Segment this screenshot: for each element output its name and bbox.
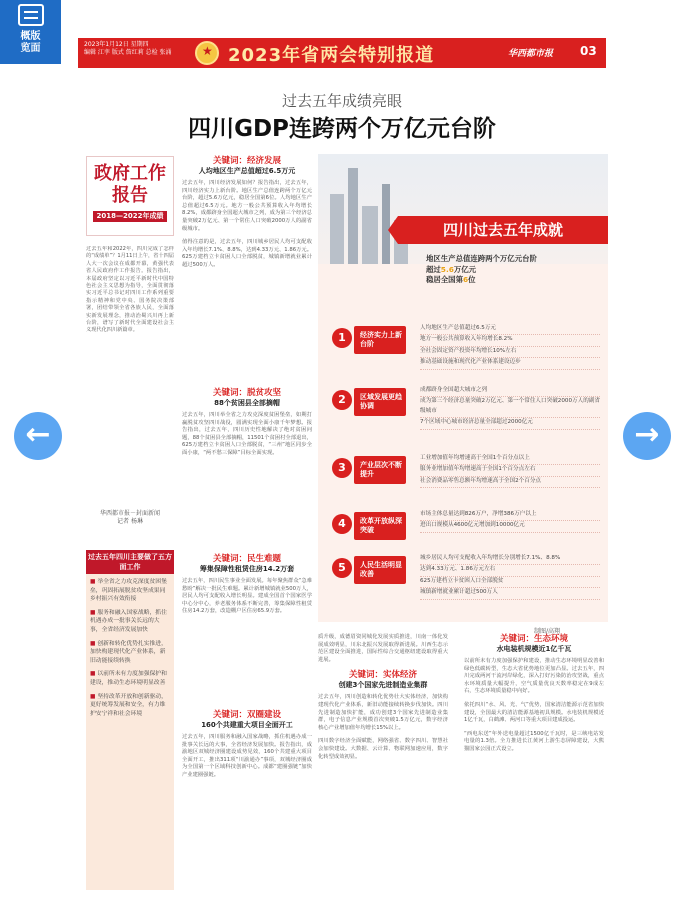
- row-caption: 区域发展更趋协调: [354, 388, 406, 416]
- page-number: 03: [580, 44, 597, 58]
- paragraph: 过去五年，四川举全省之力攻克深度贫困堡垒，如期打赢脱贫攻坚四川战役，圆满实现全面小康千年梦想。报告指出，过去五年，四川历史性地解决了绝对贫困问题，88个贫困县全部摘帽，11501个贫困村全部退出，625万建档立卡贫困人口全部脱贫，“三州”地区同步全面小康，“两不愁三保障”目标全面实现。: [182, 412, 312, 456]
- row-number: 5: [332, 558, 352, 578]
- page-header: [78, 38, 606, 68]
- overview-tab[interactable]: [0, 0, 61, 64]
- row-line: 社会消费品零售总额年均增速高于全国2个百分点: [420, 477, 600, 488]
- section-industry: [318, 634, 448, 767]
- paragraph: 质升级，成德眉资同城化发展实质推进，川南一体化发展成效明显，川东北振兴发展取得新进展。川西生态示范区建设全面推进，国际性综合交通枢纽建设取得重大进展。: [318, 634, 448, 663]
- byline-reporter: 记者 杨琳: [117, 518, 143, 525]
- infographic-intro: [426, 254, 596, 286]
- row-line: 人均地区生产总值超过6.5万元: [420, 324, 600, 335]
- row-line: 推动基础设施和现代化产业体系建设迈步: [420, 358, 600, 369]
- intro-line: 超过5.6万亿元: [426, 264, 477, 274]
- byline: [86, 510, 174, 526]
- row-number: 3: [332, 458, 352, 478]
- arrow-left-icon: ←: [25, 417, 51, 452]
- paragraph: 以前所未有力度加强保护和建设，推动生态环境明显改善和绿色低碳转型，生态大省优势地位更加凸显。过去五年，四川完成两河干流河岸绿化，深入打好污染防治攻坚战，重点水环境质量大幅提升，空气质量优良天数率稳定在9成左右，生态环境质量稳中向好。: [464, 658, 604, 695]
- header-date-block: [84, 41, 194, 57]
- overview-tab-label: 概版览面: [20, 31, 41, 54]
- task-item: ■ 以前所未有力度加强保护和建设，推动生态环境明显改善: [90, 670, 170, 687]
- paragraph: 过去五年，四川经济发展如何？报告指出，过去五年，四川经济实力上新台阶。地区生产总值连跨两个万亿元台阶，超过5.6万亿元，稳居全国第6位。人均地区生产总值超过6.5万元。地方一般公共预算收入年均增长8.2%，成都跻身全国超大城市之列，成为第三个经济总量突破2万亿元、第一个常住人口突破2000万人的副省级城市。: [182, 180, 312, 232]
- row-number: 1: [332, 328, 352, 348]
- byline-outlet: 华西都市报－封面新闻: [99, 510, 160, 517]
- row-line: 成都跻身全国超大城市之列: [420, 386, 600, 397]
- header-title: 2023年省两会特别报道: [228, 45, 435, 66]
- row-caption: 产业层次不断提升: [354, 456, 406, 484]
- paragraph: 依托四川“水、风、光、气”优势，国家清洁能源示范省加快建设，全国最大的清洁能源基地初具规模。水电装机规模近1亿千瓦，白鹤滩、两河口等重大项目建成投运。: [464, 701, 604, 724]
- list-icon: [18, 4, 44, 26]
- task-item: ■ 创新和转化优势扎实推进，加快构建现代化产业体系，新旧动能接续转换: [90, 640, 170, 666]
- row-caption: 改革开放纵深突破: [354, 512, 406, 540]
- intro-paragraph: 过去五年和2022年，四川完成了怎样的“成绩单”？1月11日上午，省十四届人大一次会议在成都开幕，黄强代表省人民政府作工作报告。报告指出，本届政府坚定以习近平新时代中国特色社会主义思想为指导，全面贯彻落实习近平总书记对四川工作系列重要指示精神和党中央、国务院决策部署，团结带领全省各族人民，全面落实新发展理念，推动治蜀兴川再上新台阶，谱写了新时代全面建设社会主义现代化四川新篇章。: [86, 246, 174, 334]
- paragraph: 过去五年，四川服务和融入国家战略，抓住机遇办成一批事关长远的大事，全省经济发展加快。报告指出，成渝地区双城经济圈建设成势见效，160个共建重大项目全面开工，推出311项“川渝通办”事项，双城经济圈成为全国第一个区域科技创新中心。成都“建圈强链”加快产业建圈强链。: [182, 734, 312, 778]
- keyword-economy-sub: 人均地区生产总值超过6.5万元: [198, 167, 296, 175]
- emblem-icon: [195, 41, 219, 65]
- row-line: 城乡居民人均可支配收入年均增长分别增长7.1%、8.8%: [420, 554, 600, 565]
- row-number: 2: [332, 390, 352, 410]
- header-editors: 编辑 江孪 版式 詹红莉 总检 张涌: [84, 49, 172, 56]
- keyword-livelihood: 关键词：民生难题: [212, 554, 281, 564]
- keyword-ecology-sub: 水电装机规模近1亿千瓦: [496, 645, 572, 653]
- arrow-right-icon: →: [634, 417, 660, 452]
- keyword-industry-sub: 创建3个国家先进制造业集群: [338, 681, 428, 690]
- paragraph: 四川数字经济全面赋能，网络强省、数字四川、智慧社会加快建设。大数据、云计算、物联网加速应用，数字化转型成效初显。: [318, 738, 448, 760]
- row-line: 进出口规模从4600亿元增加到10000亿元: [420, 521, 600, 532]
- headline: 四川GDP连跨两个万亿元台阶: [188, 116, 496, 142]
- paragraph: 过去五年，四川创造和转化优势壮大实体经济，加快构建现代化产业体系，新旧动能接续转换步伐加快。四川先进制造加快扩能，成功创建3个国家先进制造业集群，电子信息产业规模首次突破1.5万亿元，数字经济核心产业增加值年均增长15%以上。: [318, 694, 448, 731]
- row-line: 成为第三个经济总量突破2万亿元、第一个常住人口突破2000万人的副省级城市: [420, 397, 600, 418]
- task-item: ■ 举全省之力攻克深度贫困堡垒，巩固拓展脱贫攻坚成果同乡村振兴有效衔接: [90, 578, 170, 604]
- row-line: 工业增加值年均增速高于全国1个百分点以上: [420, 454, 600, 465]
- row-line: 7个区域中心城市经济总量全部超过2000亿元: [420, 418, 600, 429]
- newspaper-page: [68, 38, 616, 898]
- five-tasks-box: [86, 550, 174, 890]
- keyword-ecology: 关键词：生态环境: [499, 634, 568, 644]
- row-line: 625万建档立卡贫困人口全部脱贫: [420, 577, 600, 588]
- paragraph: 过去五年，四川民生事业全面发展。每年聚焦群众“急难愁盼”解决一批民生难题。累计新增城镇就业500万人，居民人均可支配收入增长明显。建成全国首个国家医学中心分中心，养老服务体系不断完善，筹集保障性租赁住房14.2万套，改造棚户区住房65.9万套。: [182, 578, 312, 615]
- keyword-poverty-sub: 88个贫困县全部摘帽: [214, 399, 280, 407]
- achievements-infographic: [318, 154, 608, 622]
- row-line: 达到4.33万元、1.86万元左右: [420, 565, 600, 576]
- row-number: 4: [332, 514, 352, 534]
- section-economy: [182, 156, 312, 276]
- next-page-button[interactable]: [623, 412, 671, 460]
- intro-line: 地区生产总值连跨两个万亿元台阶: [426, 254, 537, 263]
- previous-page-button[interactable]: [14, 412, 62, 460]
- row-line: 市场主体总量达到826万户，净增386万户以上: [420, 510, 600, 521]
- five-tasks-title: 过去五年四川主要做了五方面工作: [86, 550, 174, 574]
- keyword-livelihood-sub: 筹集保障性租赁住房14.2万套: [199, 565, 295, 573]
- paragraph: 值得注意的是，过去五年，四川城乡居民人均可支配收入年均增长7.1%、8.8%，达到4.33万元、1.86万元。625万建档立卡贫困人口全部脱贫，城镇新增就业累计超过500万人。: [182, 239, 312, 268]
- section-poverty: [182, 388, 312, 464]
- city-skyline-illustration: [318, 154, 608, 264]
- keyword-twin-city-sub: 160个共建重大项目全面开工: [201, 721, 293, 729]
- work-report-title: 政府工作报告: [94, 163, 166, 206]
- work-report-badge: [86, 156, 174, 236]
- paragraph: “西电东送”年外送电量超过1500亿千瓦时，是三峡电站发电量的1.3倍。全力推进长江黄河上游生态屏障建设，大熊猫国家公园正式设立。: [464, 730, 604, 752]
- graphic-credit: 制图/高翔: [534, 628, 561, 635]
- keyword-industry: 关键词：实体经济: [348, 670, 417, 681]
- intro-line: 稳居全国第6位: [426, 275, 476, 284]
- five-tasks-list: [86, 574, 174, 727]
- task-item: ■ 服务和融入国家战略，抓住机遇办成一批事关长远的大事，全省经济发展加快: [90, 609, 170, 635]
- work-report-years: 2018—2022年成绩: [93, 211, 167, 222]
- section-livelihood: [182, 554, 312, 622]
- keyword-poverty: 关键词：脱贫攻坚: [212, 388, 281, 398]
- header-date: 2023年1月12日 星期四: [84, 41, 149, 48]
- keyword-economy: 关键词：经济发展: [212, 156, 281, 166]
- newspaper-name: 华西都市报: [508, 49, 554, 59]
- row-caption: 经济实力上新台阶: [354, 326, 406, 354]
- row-caption: 人民生活明显改善: [354, 556, 406, 584]
- infographic-banner: 四川过去五年成就: [398, 216, 608, 244]
- row-line: 全社会固定资产投资年均增长10%左右: [420, 347, 600, 358]
- row-line: 地方一般公共预算收入年均增长8.2%: [420, 335, 600, 346]
- row-line: 城镇新增就业累计超过500万人: [420, 588, 600, 599]
- row-line: 服务业增加值年均增速高于全国1个百分点左右: [420, 465, 600, 476]
- subheadline: 过去五年成绩亮眼: [281, 92, 402, 110]
- section-ecology: [464, 634, 604, 760]
- task-item: ■ 坚持改革开放和创新驱动，更好统筹发展和安全，有力维护安宁祥和社会环境: [90, 693, 170, 719]
- section-twin-city: [182, 710, 312, 786]
- keyword-twin-city: 关键词：双圈建设: [212, 710, 281, 720]
